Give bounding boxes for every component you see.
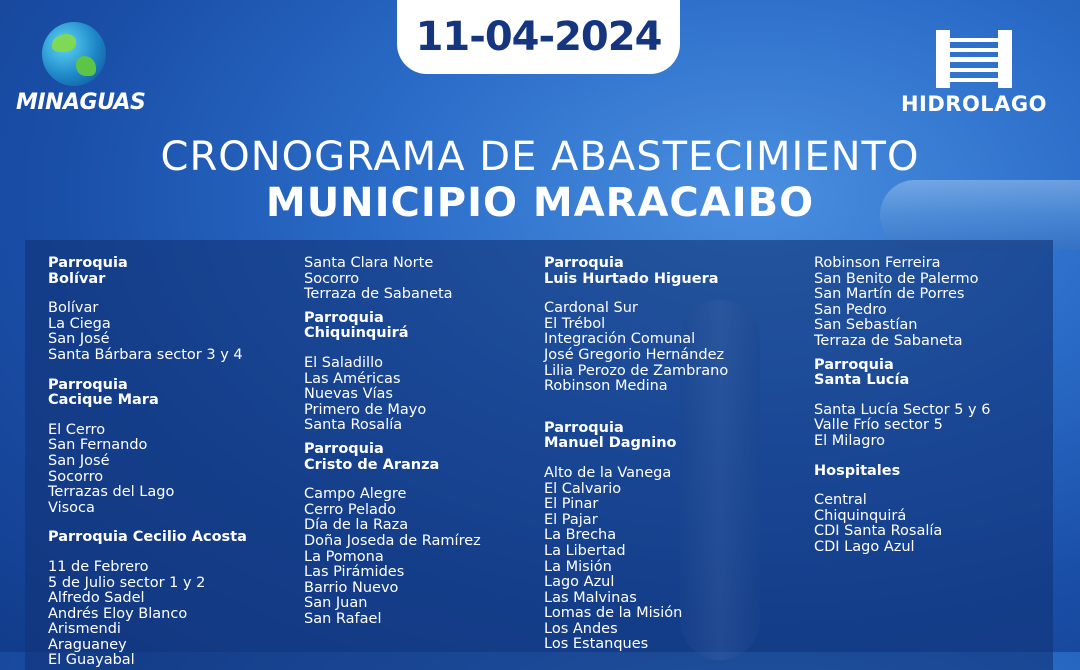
schedule-panel [25,240,1053,670]
list-item: Campo Alegre [304,486,407,503]
group-name: Bolívar [48,270,106,287]
list-item: El Pajar [544,511,598,528]
list-item: El Milagro [814,432,885,449]
column-3 [544,256,728,653]
list-item: Nuevas Vías [304,386,393,403]
list-item: San José [48,452,110,469]
list-item: La Libertad [544,542,626,559]
list-item: Lago Azul [544,574,615,591]
list-item: Lilia Perozo de Zambrano [544,362,729,379]
list-item: Terraza de Sabaneta [304,286,453,303]
list-item: Central [814,492,867,509]
list-item: San Rafael [304,610,382,627]
group-name: Santa Lucía [814,372,910,389]
column-2 [304,256,481,627]
group-heading: Parroquia Cecilio Acosta [48,529,247,546]
list-item: Los Estanques [544,636,649,653]
list-item: Robinson Ferreira [814,255,941,271]
group-label: Parroquia [544,419,624,436]
list-item: Araguaney [48,636,127,653]
group-label: Parroquia [814,356,894,373]
list-item: Alfredo Sadel [48,590,145,607]
list-item: 5 de Julio sector 1 y 2 [48,574,206,591]
list-item: Integración Comunal [544,331,696,348]
list-item: Santa Bárbara sector 3 y 4 [48,346,243,363]
list-item: Las Américas [304,370,401,387]
list-item: José Gregorio Hernández [544,346,725,363]
column-1 [48,256,247,669]
hidrolago-h-icon [936,30,1012,88]
list-item: Terraza de Sabaneta [814,332,963,349]
list-item: La Misión [544,558,612,575]
list-item: Las Pirámides [304,564,405,581]
list-item: Las Malvinas [544,589,637,606]
list-item: Alto de la Vanega [544,464,672,481]
group-name: Cacique Mara [48,392,159,409]
group-name: Luis Hurtado Higuera [544,270,719,287]
hidrolago-wordmark: HIDROLAGO [900,92,1048,116]
globe-icon [42,22,106,86]
list-item: Lomas de la Misión [544,605,683,622]
list-item: San Pedro [814,301,887,318]
list-item: Los Andes [544,620,618,637]
group-label: Parroquia [48,376,128,393]
list-item: La Ciega [48,315,111,332]
list-item: Visoca [48,499,95,516]
list-item: El Cerro [48,421,106,438]
list-item: El Guayabal [48,652,135,669]
list-item: El Calvario [544,480,622,497]
list-item: El Saladillo [304,354,383,371]
list-item: Doña Joseda de Ramírez [304,532,481,549]
list-item: Santa Lucía Sector 5 y 6 [814,401,991,418]
minaguas-logo [16,20,146,120]
list-item: Chiquinquirá [814,507,907,524]
list-item: San Benito de Palermo [814,270,979,287]
list-item: El Pinar [544,496,599,513]
list-item: La Pomona [304,548,384,565]
list-item: El Trébol [544,315,606,332]
list-item: 11 de Febrero [48,558,149,575]
column-4 [814,256,990,556]
list-item: Primero de Mayo [304,401,427,418]
list-item: San Fernando [48,437,148,454]
list-item: San Martín de Porres [814,286,965,303]
list-item: Socorro [48,468,104,485]
list-item: San Juan [304,595,368,612]
list-item: Andrés Eloy Blanco [48,605,188,622]
list-item: La Brecha [544,527,617,544]
group-label: Parroquia [304,309,384,326]
group-label: Parroquia [304,440,384,457]
list-item: Santa Rosalía [304,417,403,434]
group-name: Cristo de Aranza [304,456,440,473]
list-item: Cerro Pelado [304,501,397,518]
list-item: Robinson Medina [544,378,668,395]
title-line-2: MUNICIPIO MARACAIBO [265,180,815,226]
list-item: Socorro [304,270,360,287]
group-name: Chiquinquirá [304,325,409,342]
minaguas-wordmark: MINAGUAS [16,90,146,115]
list-item: CDI Santa Rosalía [814,523,943,540]
list-item: Día de la Raza [304,517,409,534]
list-item: Valle Frío sector 5 [814,417,943,434]
hidrolago-logo [884,30,1064,120]
group-label: Parroquia [48,255,128,271]
list-item: San Sebastían [814,317,918,334]
list-item: Barrio Nuevo [304,579,399,596]
group-label: Parroquia [544,255,624,271]
date-label: 11-04-2024 [415,14,662,60]
list-item: Terrazas del Lago [48,484,175,501]
list-item: Santa Clara Norte [304,255,434,271]
title-line-1: CRONOGRAMA DE ABASTECIMIENTO [160,134,920,180]
list-item: CDI Lago Azul [814,538,915,555]
group-heading: Hospitales [814,462,901,479]
group-name: Manuel Dagnino [544,435,677,452]
list-item: Cardonal Sur [544,300,638,317]
date-tab [397,0,680,74]
list-item: Bolívar [48,300,99,317]
list-item: San José [48,331,110,348]
list-item: Arismendi [48,621,121,638]
